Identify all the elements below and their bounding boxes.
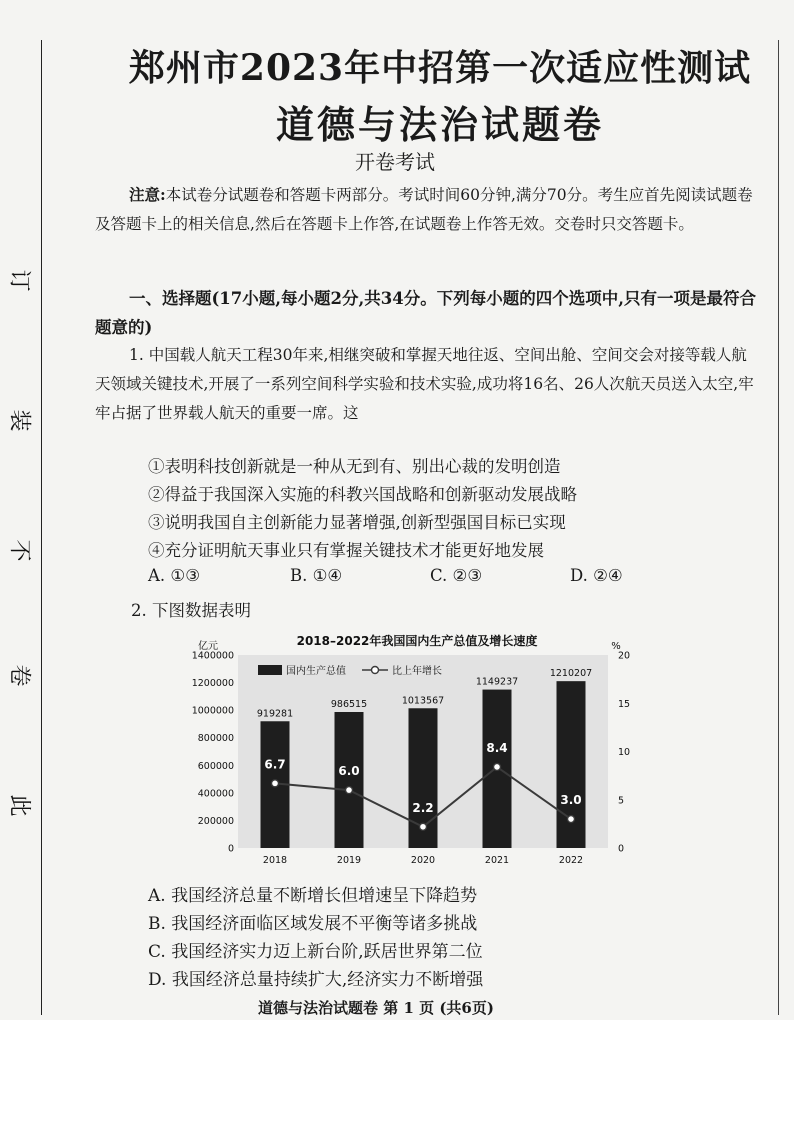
- legend-bar-label: 国内生产总值: [286, 666, 346, 677]
- left-axis-ticks: [192, 651, 234, 855]
- gdp-chart: [192, 625, 642, 870]
- binding-char: 装: [6, 409, 32, 432]
- left-tick-label: 1000000: [192, 705, 234, 717]
- notice-text: 本试卷分试题卷和答题卡两部分。考试时间60分钟,满分70分。考生应首先阅读试题卷及答题卡上的相关信息,然后在答题卡上作答,在试题卷上作答无效。交卷时只交答题卡。: [95, 186, 753, 233]
- left-tick-label: 200000: [197, 815, 234, 827]
- year-label: 2022: [558, 855, 584, 866]
- q2-option-a[interactable]: A. 我国经济总量不断增长但增速呈下降趋势: [148, 886, 478, 906]
- growth-label: 3.0: [560, 793, 582, 808]
- binding-char: 不: [6, 539, 32, 562]
- left-tick-label: 400000: [197, 788, 234, 800]
- gdp-bar: [335, 712, 364, 848]
- right-axis-ticks: [618, 651, 630, 855]
- year-axis-labels: [263, 855, 583, 866]
- right-axis-unit: %: [611, 641, 621, 652]
- q1-statement: ④充分证明航天事业只有掌握关键技术才能更好地发展: [148, 541, 544, 560]
- growth-label: 6.7: [264, 757, 286, 772]
- page-footer: 道德与法治试题卷 第 1 页 (共6页): [258, 999, 494, 1017]
- chart-title: 2018–2022年我国国内生产总值及增长速度: [296, 634, 538, 648]
- binding-line: [41, 40, 42, 1015]
- left-tick-label: 800000: [197, 733, 234, 745]
- q2-option-d[interactable]: D. 我国经济总量持续扩大,经济实力不断增强: [148, 970, 484, 990]
- left-tick-label: 1400000: [192, 650, 234, 662]
- q1-options: [148, 566, 668, 592]
- growth-point: [272, 780, 279, 787]
- legend-line-label: 比上年增长: [392, 666, 442, 677]
- legend-line-marker: [372, 667, 379, 674]
- right-tick-label: 10: [618, 747, 631, 758]
- section-heading: 一、选择题(17小题,每小题2分,共34分。下列每小题的四个选项中,只有一项是最符合题意的): [95, 289, 756, 337]
- year-label: 2021: [484, 855, 510, 866]
- right-tick-label: 15: [618, 698, 631, 710]
- gdp-value-label: 919281: [256, 708, 294, 720]
- growth-label: 8.4: [486, 740, 508, 755]
- question-2-stem: 2. 下图数据表明: [131, 601, 251, 620]
- q1-statement: ①表明科技创新就是一种从无到有、别出心裁的发明创造: [148, 457, 561, 476]
- binding-char: 卷: [6, 664, 32, 687]
- growth-point: [568, 816, 575, 823]
- exam-title: 郑州市2023年中招第一次适应性测试: [128, 47, 752, 89]
- q1-option-c[interactable]: C. ②③: [430, 566, 483, 585]
- growth-point: [494, 763, 501, 770]
- page-margin: [0, 1020, 794, 1124]
- growth-point: [346, 787, 353, 794]
- binding-char: 订: [6, 269, 32, 292]
- left-tick-label: 1200000: [192, 678, 234, 690]
- q1-statement: ②得益于我国深入实施的科教兴国战略和创新驱动发展战略: [148, 485, 577, 504]
- exam-subject-title: 道德与法治试题卷: [275, 102, 604, 147]
- right-tick-label: 5: [618, 795, 625, 807]
- growth-label: 6.0: [338, 764, 360, 779]
- gdp-value-label: 1210207: [549, 668, 593, 680]
- exam-mode: 开卷考试: [355, 150, 435, 174]
- notice-paragraph: [95, 180, 760, 239]
- q1-option-a[interactable]: A. ①③: [148, 566, 200, 585]
- year-label: 2020: [410, 855, 436, 866]
- q1-statement: ③说明我国自主创新能力显著增强,创新型强国目标已实现: [148, 513, 566, 532]
- question-1-stem: 1. 中国载人航天工程30年来,相继突破和掌握天地往返、空间出舱、空间交会对接等载人航天领域关键技术,开展了一系列空间科学实验和技术实验,成功将16名、26人次航天员送入太空,牢牢占据了世界载人航天的重要一席。这: [95, 346, 754, 422]
- gdp-value-label: 1013567: [401, 695, 445, 707]
- left-tick-label: 600000: [197, 760, 234, 772]
- growth-point: [420, 823, 427, 830]
- right-tick-label: 0: [618, 843, 625, 855]
- q2-option-b[interactable]: B. 我国经济面临区域发展不平衡等诸多挑战: [148, 914, 478, 934]
- legend-bar-swatch: [258, 665, 282, 675]
- left-axis-unit: 亿元: [198, 641, 218, 652]
- page-edge-line: [778, 40, 779, 1015]
- q1-option-b[interactable]: B. ①④: [290, 566, 343, 585]
- gdp-value-label: 986515: [330, 699, 368, 711]
- q2-option-c[interactable]: C. 我国经济实力迈上新台阶,跃居世界第二位: [148, 942, 483, 962]
- growth-label: 2.2: [412, 800, 434, 815]
- year-label: 2018: [262, 855, 288, 866]
- binding-char: 此: [6, 794, 32, 817]
- right-tick-label: 20: [618, 650, 631, 662]
- left-tick-label: 0: [227, 843, 234, 855]
- q1-option-d[interactable]: D. ②④: [570, 566, 623, 585]
- notice-label: 注意:: [129, 185, 166, 204]
- year-label: 2019: [336, 855, 362, 866]
- gdp-value-label: 1149237: [475, 676, 519, 688]
